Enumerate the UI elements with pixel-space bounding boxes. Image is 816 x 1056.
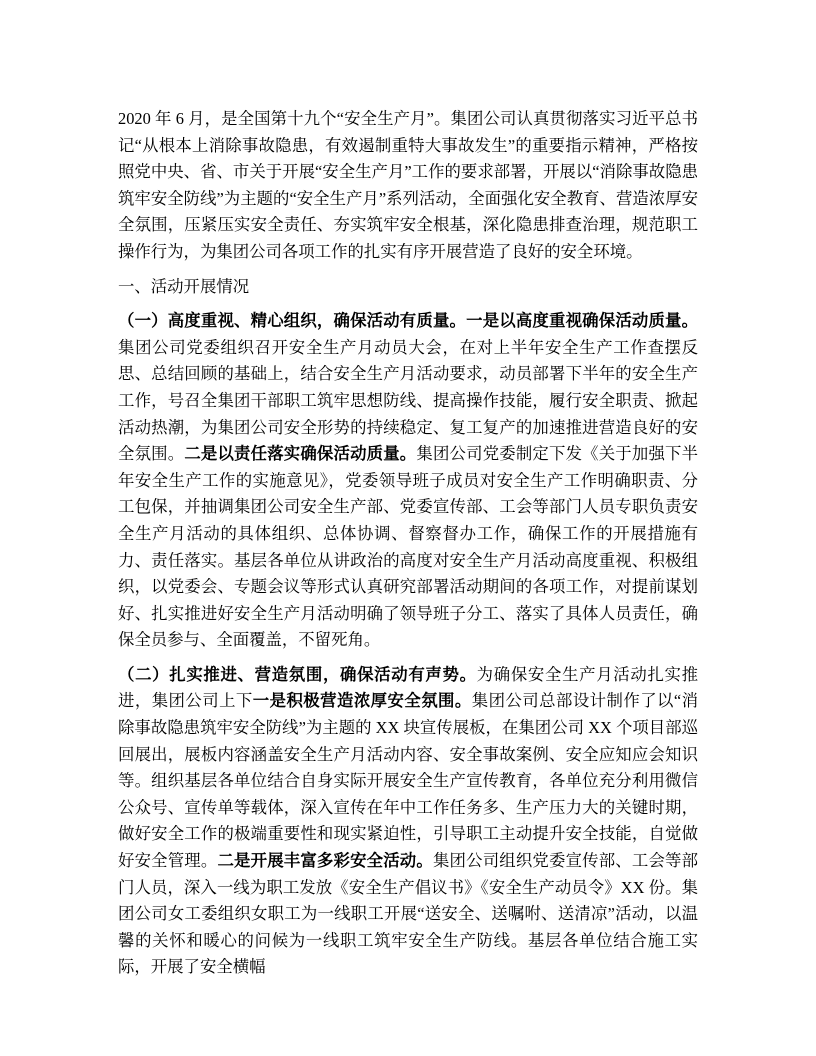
subsection-1-body-2: 集团公司党委制定下发《关于加强下半年安全生产工作的实施意见》，党委领导班子成员对安全生产工作明确职责、分工包保，并抽调集团公司安全生产部、党委宣传部、工会等部门人员专职负责安全生产月活动的具体组织、总体协调、督察督办工作，确保工作的开展措施有力、责任落实。基层各单位从讲政治的高度对安全生产月活动高度重视、积极组织，以党委会、专题会议等形式认真研究部署活动期间的各项工作，对提前谋划好、扎实推进好安全生产月活动明确了领导班子分工、落实了具体人员责任，确保全员参与、全面覆盖，不留死角。 [118, 444, 699, 650]
intro-text: 2020 年 6 月，是全国第十九个“安全生产月”。集团公司认真贯彻落实习近平总书记“从根本上消除事故隐患，有效遏制重特大事故发生”的重要指示精神，严格按照党中央、省、市关于开展“安全生产月”工作的要求部署，开展以“消除事故隐患筑牢安全防线”为主题的“安全生产月”系列活动，全面强化安全教育、营造浓厚安全氛围，压紧压实安全责任、夯实筑牢安全根基，深化隐患排查治理，规范职工操作行为，为集团公司各项工作的扎实有序开展营造了良好的安全环境。 [118, 109, 698, 261]
subsection-1-body-1: 集团公司党委组织召开安全生产月动员大会，在对上半年安全生产工作查摆反思、总结回顾的基础上，结合安全生产月活动要求，动员部署下半年的安全生产工作，号召全集团干部职工筑牢思想防线、提高操作技能，履行安全职责、掀起活动热潮，为集团公司安全形势的持续稳定、复工复产的加速推进营造良好的安全氛围。 [118, 337, 698, 464]
section-heading-text: 一、活动开展情况 [118, 276, 250, 296]
subsection-2-subhead-1: 一是积极营造浓厚安全氛围。 [252, 692, 472, 711]
subsection-1-subhead-1: 一是以高度重视确保活动质量。 [466, 312, 699, 331]
subsection-1-title: （一）高度重视、精心组织，确保活动有质量。 [118, 312, 467, 331]
section-heading [118, 274, 698, 301]
subsection-2-body-2: 集团公司组织党委宣传部、工会等部门人员，深入一线为职工发放《安全生产倡议书》《安全生产动员令》XX 份。集团公司女工委组织女职工为一线职工开展“送安全、送嘱咐、送清凉”活动，以温馨的关怀和暖心的问候为一线职工筑牢安全生产防线。基层各单位结合施工实际，开展了安全横幅 [118, 851, 699, 977]
subsection-1-paragraph [118, 308, 698, 654]
subsection-2-title: （二）扎实推进、营造氛围，确保活动有声势。 [118, 665, 477, 684]
subsection-2-subhead-2: 二是开展丰富多彩安全活动。 [217, 852, 433, 871]
intro-paragraph [118, 106, 698, 266]
subsection-2-body-1: 集团公司总部设计制作了以“消除事故隐患筑牢安全防线”为主题的 XX 块宣传展板，在集团公司 XX 个项目部巡回展出，展板内容涵盖安全生产月活动内容、安全事故案例、安全应知应会知识等。组织基层各单位结合自身实际开展安全生产宣传教育，各单位充分利用微信公众号、宣传单等载体，深入宣传在年中工作任务多、生产压力大的关键时期，做好安全工作的极端重要性和现实紧迫性，引导职工主动提升安全技能，自觉做好安全管理。 [118, 691, 699, 871]
subsection-2-lead: 为确保安全生产月活动扎实推进，集团公司上下 [118, 664, 699, 711]
subsection-2-paragraph [118, 662, 698, 981]
subsection-1-subhead-2: 二是以责任落实确保活动质量。 [184, 445, 417, 464]
